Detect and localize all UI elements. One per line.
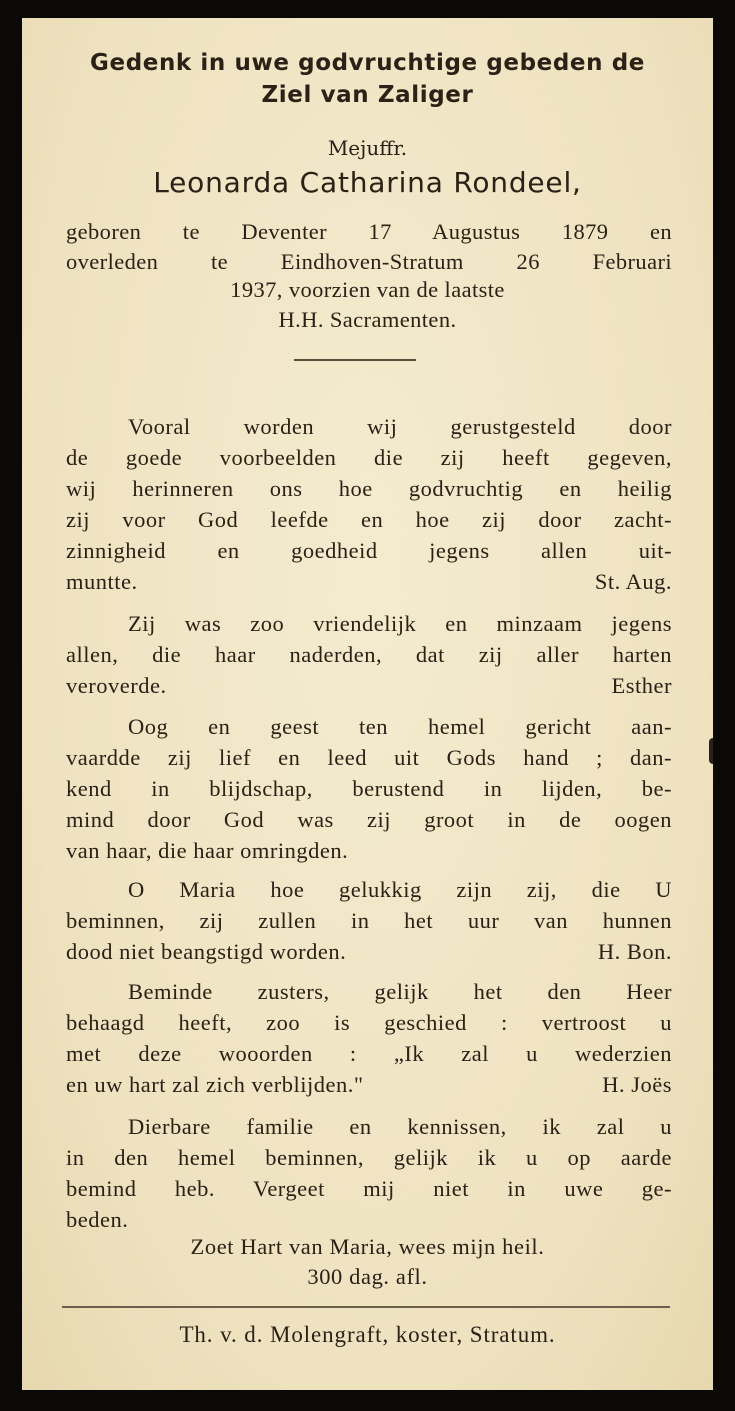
paragraph-line: in den hemel beminnen, gelijk ik u op aarde bbox=[66, 1145, 672, 1170]
intro-line-1: Gedenk in uwe godvruchtige gebeden de bbox=[90, 50, 645, 76]
paragraph-last-text: en uw hart zal zich verblijden." bbox=[66, 1072, 364, 1097]
paragraph-line: behaagd heeft, zoo is geschied : vertroost u bbox=[66, 1010, 672, 1035]
paragraph-line: de goede voorbeelden die zij heeft gegeven, bbox=[66, 445, 672, 470]
birth-line-1: geboren te Deventer 17 Augustus 1879 en bbox=[66, 219, 672, 244]
divider-short bbox=[294, 359, 416, 361]
paragraph-line: met deze wooorden : „Ik zal u wederzien bbox=[66, 1041, 672, 1066]
paragraph-line: Zij was zoo vriendelijk en minzaam jegens bbox=[128, 611, 672, 636]
paragraph-line: bemind heb. Vergeet mij niet in uwe ge- bbox=[66, 1176, 672, 1201]
paragraph-last-line bbox=[66, 673, 672, 704]
paragraph-last-text: veroverde. bbox=[66, 673, 167, 698]
quote-source: St. Aug. bbox=[594, 569, 672, 594]
prayer-card bbox=[22, 18, 713, 1390]
edge-mark bbox=[709, 738, 713, 764]
paragraph-line: wij herinneren ons hoe godvruchtig en heilig bbox=[66, 476, 672, 501]
paragraph-last-text: muntte. bbox=[66, 569, 138, 594]
paragraph-line: O Maria hoe gelukkig zijn zij, die U bbox=[128, 877, 672, 902]
birth-line-3: 1937, voorzien van de laatste bbox=[230, 277, 505, 302]
paragraph-last-line bbox=[66, 1072, 672, 1103]
paragraph-line: Dierbare familie en kennissen, ik zal u bbox=[128, 1114, 672, 1139]
paragraph-line: Oog en geest ten hemel gericht aan- bbox=[128, 714, 672, 739]
paragraph-line: zij voor God leefde en hoe zij door zacht- bbox=[66, 507, 672, 532]
deceased-name: Leonarda Catharina Rondeel, bbox=[153, 166, 582, 199]
printer-credit: Th. v. d. Molengraft, koster, Stratum. bbox=[179, 1322, 556, 1347]
birth-line-2: overleden te Eindhoven-Stratum 26 Februari bbox=[66, 249, 672, 274]
paragraph-last-line bbox=[66, 569, 672, 600]
paragraph-line: zinnigheid en goedheid jegens allen uit- bbox=[66, 538, 672, 563]
paragraph-line: Beminde zusters, gelijk het den Heer bbox=[128, 979, 672, 1004]
paragraph-last-text: dood niet beangstigd worden. bbox=[66, 939, 347, 964]
paragraph-line: kend in blijdschap, berustend in lijden, be- bbox=[66, 776, 672, 801]
indulgence-days: 300 dag. afl. bbox=[307, 1264, 428, 1289]
birth-line-4: H.H. Sacramenten. bbox=[278, 307, 457, 332]
paragraph-line: allen, die haar naderden, dat zij aller harten bbox=[66, 642, 672, 667]
divider-long bbox=[62, 1306, 670, 1308]
intro-line-2: Ziel van Zaliger bbox=[261, 82, 474, 108]
paragraph-line: beminnen, zij zullen in het uur van hunnen bbox=[66, 908, 672, 933]
paragraph-last-text: van haar, die haar omringden. bbox=[66, 838, 349, 863]
quote-source: Esther bbox=[611, 673, 672, 698]
paragraph-line: vaardde zij lief en leed uit Gods hand ; dan- bbox=[66, 745, 672, 770]
paragraph-last-line bbox=[66, 939, 672, 970]
paragraph-line: mind door God was zij groot in de oogen bbox=[66, 807, 672, 832]
paragraph-line: Vooral worden wij gerustgesteld door bbox=[128, 414, 672, 439]
paragraph-last-text: beden. bbox=[66, 1207, 129, 1232]
indulgence-prayer: Zoet Hart van Maria, wees mijn heil. bbox=[190, 1234, 545, 1259]
quote-source: H. Bon. bbox=[597, 939, 672, 964]
quote-source: H. Joës bbox=[602, 1072, 672, 1097]
honorific-title: Mejuffr. bbox=[327, 136, 408, 160]
paragraph-last-line bbox=[66, 838, 672, 869]
